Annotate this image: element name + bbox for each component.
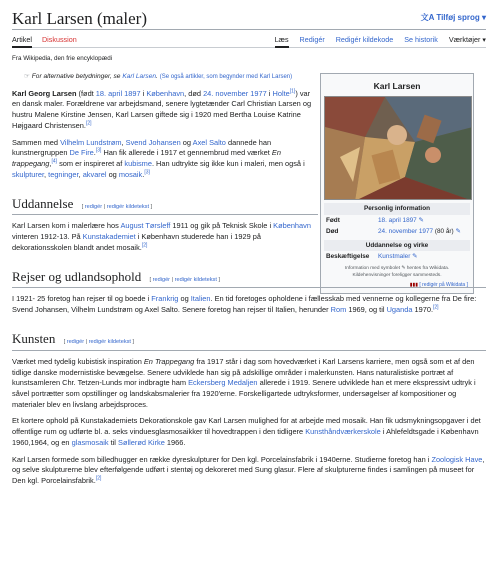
link-tegninger[interactable]: tegninger: [48, 169, 79, 179]
bracket: ]: [130, 338, 135, 345]
text: Et kortere ophold på Kunstakademiets Dekorationskole gav Karl Larsen mulighed for at arbejde med mosaik. Han fik udsmykningsopgaver i det offentlige rum og udførte bl. a. seks vinduesglasmosaikker til hovedtrappen i den tidligere: [12, 416, 481, 437]
subject-name: Karl Georg Larsen: [12, 88, 77, 98]
text: og: [106, 169, 119, 179]
reference-link[interactable]: [1]: [289, 88, 296, 95]
paragraph: [12, 357, 486, 411]
edit-on-wikidata-label: [ redigér på Wikidata ]: [419, 282, 468, 289]
text: 1966.: [164, 437, 186, 447]
link-frankrig[interactable]: Frankrig: [151, 294, 179, 304]
translate-icon: 文A: [420, 13, 435, 22]
text: 1911 og gik på Teknisk Skole i: [170, 221, 274, 231]
chevron-down-icon: ▾: [481, 13, 486, 22]
link-mosaik[interactable]: mosaik: [118, 169, 143, 179]
text: (født: [76, 88, 96, 98]
died-date-link[interactable]: 24. november 1977: [378, 227, 434, 235]
link-sollerod-kirke[interactable]: Søllerød Kirke: [118, 437, 165, 447]
tab-read[interactable]: Læs: [275, 35, 289, 48]
heading-text: Rejser og udlandsophold: [12, 268, 142, 284]
text: i København studerede han i 1929 på dekorationsskolen blandt andet mosaik.: [12, 232, 261, 252]
link-uganda[interactable]: Uganda: [386, 305, 413, 315]
text: Værket med tydelig kubistisk inspiration: [12, 356, 144, 366]
text: og: [178, 294, 191, 304]
bracket: ]: [216, 276, 221, 283]
paragraph: Sammen med Vilhelm Lundstrøm, Svend Johansen og Axel Salto dannede han kunstnergruppen De Fire.[3] Han fik allerede i 1917 et gennembrud med værket En trappegang,[4] som er inspireret af kubisme. Han udtrykte sig ikke kun i maleri, men også i skulpturer, tegninger, akvarel og mosaik.[3]: [12, 137, 305, 179]
tab-edit-source[interactable]: Redigér kildekode: [335, 35, 394, 44]
edit-source-section-link[interactable]: redigér kildetekst: [174, 276, 217, 283]
text: dannede han kunstnergruppen: [12, 137, 272, 158]
died-label: Død: [326, 227, 339, 235]
section-heading-kunsten: [12, 330, 486, 351]
edit-section-link[interactable]: redigér: [152, 276, 171, 283]
bracket: [: [63, 338, 67, 345]
text: . En tid foretoges opholdene i fællesskab med vennerne og kollegerne fra De fire: Svend Johansen, Vilhelm Lundstrøm og Axel Salto. Senere foretog han rejser til Italien, herunder: [12, 294, 477, 315]
text: , og selve skulpturerne blev efterfølgende udført i stentøj og dekoreret med Sung glasur. Flere af skulpturerne findes i samlingen på museet for Den kgl. Porcelainsfabrik.: [12, 454, 485, 486]
died-place-link[interactable]: Holte: [272, 88, 290, 98]
heading-text: Uddannelse: [12, 195, 74, 211]
paragraph: [12, 294, 486, 315]
text: ,: [78, 169, 83, 179]
section-heading-uddannelse: [12, 195, 318, 216]
tools-label: Værktøjer: [448, 35, 481, 44]
artwork-title: En Trappegang: [143, 356, 195, 366]
heading-text: Kunsten: [12, 330, 56, 346]
link-vilhelm-lundstrom[interactable]: Vilhelm Lundstrøm: [60, 137, 122, 147]
disambiguation-icon: ☞: [24, 73, 30, 81]
link-de-fire[interactable]: De Fire: [69, 148, 94, 158]
text: .: [142, 169, 145, 179]
link-glasmosaik[interactable]: glasmosaik: [71, 437, 109, 447]
separator: |: [170, 276, 175, 283]
link-kunstakademiet[interactable]: Kunstakademiet: [82, 232, 136, 242]
text: . Han udtrykte sig ikke kun i maleri, men også i: [151, 159, 305, 169]
occupation-link[interactable]: Kunstmaler: [378, 253, 411, 261]
text: som er inspireret af: [57, 159, 125, 169]
edit-source-section-link[interactable]: redigér kildetekst: [106, 203, 150, 210]
hatnote: [24, 72, 330, 83]
edit-source-section-link[interactable]: redigér kildetekst: [88, 338, 131, 345]
born-place-link[interactable]: København: [146, 88, 185, 98]
text: og: [180, 137, 193, 147]
title-bar: [12, 0, 486, 30]
tab-discussion[interactable]: Diskussion: [41, 35, 77, 44]
text: I 1921- 25 foretog han rejser til og boede i: [12, 294, 152, 304]
link-rom[interactable]: Rom: [330, 305, 347, 315]
text: ,: [44, 169, 49, 179]
wikidata-logo-icon: ▮▮▮: [409, 282, 418, 289]
infobox-section-personal: Personlig information: [324, 203, 470, 214]
text: allerede i 1919. Senere udviklede han et mere ekspressivt udtryk i såvel portrætter som opstillinger og landskabsmalerier fra 1920'erne. Forskelligartede udtryksformer, undersøgelser af kompositioner og materialer blev en livslang arbejdsproces.: [12, 378, 476, 409]
reference-link[interactable]: [3]: [144, 169, 150, 176]
wikidata-edit-icon[interactable]: ✎: [412, 253, 418, 261]
tools-menu[interactable]: [449, 35, 486, 44]
text: til: [108, 437, 119, 447]
link-akvarel[interactable]: akvarel: [82, 169, 107, 179]
born-date-link[interactable]: 18. april 1897: [95, 88, 141, 98]
text: 1969, og til: [346, 305, 387, 315]
reference-link[interactable]: [3]: [95, 147, 102, 154]
reference-link[interactable]: [2]: [85, 120, 92, 127]
paragraph: [12, 455, 486, 487]
artwork-title: En trappegang: [12, 148, 281, 169]
text: Karl Larsen formede som billedhugger en række dyreskulpturer for Den kgl. Porcelainsfabrik i 1940erne. Studierne foretog han i: [12, 454, 432, 464]
link-eckersberg-medaljen[interactable]: Eckersberg Medaljen: [188, 378, 258, 388]
tab-article[interactable]: Artikel: [12, 35, 32, 48]
article-content: [12, 89, 486, 487]
born-label: Født: [326, 216, 340, 224]
text: Han fik allerede i 1917 et gennembrud med værket: [101, 148, 272, 158]
paragraph: [12, 416, 486, 448]
separator: |: [102, 203, 107, 210]
link-axel-salto[interactable]: Axel Salto: [192, 137, 226, 147]
text: i: [266, 88, 273, 98]
occupation-label: Beskæftigelse: [326, 253, 370, 261]
section-edit-links: [150, 277, 221, 283]
section-heading-rejser: [12, 268, 486, 289]
site-subtitle: Fra Wikipedia, den frie encyklopædi: [12, 55, 113, 62]
text: fra 1917 står i dag som hovedværket i Karl Larsens karriere, men også som et af den tidlige danske modernistiske bevægelse. Senere udviklede han sig på adskillige områder i malerkunsten. Hans naturalistiske portræt af kunstsamleren Chr. Tetzen-Lunds mor indbragte ham: [12, 356, 475, 388]
born-date-link[interactable]: 18. april 1897: [378, 216, 417, 224]
page-title: Karl Larsen (maler): [12, 9, 147, 28]
tab-edit[interactable]: Redigér: [299, 35, 325, 44]
text: , død: [184, 88, 204, 98]
bracket: [: [149, 276, 153, 283]
infobox-title: Karl Larsen: [373, 81, 421, 91]
paragraph: [12, 221, 318, 253]
page-tabs: [12, 30, 486, 48]
wikidata-edit-icon[interactable]: ✎: [418, 216, 424, 224]
text: i Ahlefeldtsgade i København 1960,1964, og en: [12, 427, 479, 447]
tab-history[interactable]: Se historik: [404, 35, 438, 44]
hatnote-text: .: [156, 73, 158, 81]
lead-paragraph: [12, 89, 318, 132]
edit-section-link[interactable]: redigér: [66, 338, 85, 345]
reference-link[interactable]: [2]: [141, 242, 148, 249]
infobox-section-work: Uddannelse og virke: [324, 240, 470, 251]
text: Karl Larsen kom i malerlære hos: [12, 221, 121, 231]
link-kunsthandvaerkerskole[interactable]: Kunsthåndværkerskole: [305, 427, 381, 437]
link-italien[interactable]: Italien: [190, 294, 211, 304]
hatnote-small-link[interactable]: (Se også artikler, som begynder med Karl Larsen): [159, 74, 293, 81]
infobox-note-line: Information med symbolet ✎ hentes fra Wikidata.: [344, 265, 450, 271]
wikidata-edit-icon[interactable]: ✎: [455, 227, 461, 235]
reference-link[interactable]: [2]: [95, 475, 102, 482]
text: Sammen med: [12, 137, 61, 147]
infobox-note-line: Kildehenvisninger foreligger sammesteds.: [352, 272, 442, 278]
died-age: (80 år): [433, 227, 454, 235]
text: vinteren 1912-13. På: [12, 232, 83, 242]
link-svend-johansen[interactable]: Svend Johansen: [125, 137, 181, 147]
reference-link[interactable]: [2]: [433, 304, 439, 311]
separator: |: [84, 338, 89, 345]
text: ,: [121, 137, 126, 147]
add-language-button[interactable]: [421, 12, 486, 24]
link-kubisme[interactable]: kubisme: [124, 159, 152, 169]
add-language-label: Tilføj sprog: [436, 13, 480, 22]
text: ) var en dansk maler. Forældrene var arbejdsmand, senere lygtetænder Carl Christian Larsen og hustru Malene Kirstine Jensen, Karl Larsen giftede sig i 1920 med Bertha Louise Katrine Højgaard Christensen.: [12, 88, 312, 130]
text: 1970.: [412, 305, 434, 315]
section-edit-links: [64, 339, 135, 345]
link-august-torsleff[interactable]: August Tørsleff: [120, 221, 171, 231]
text: ,: [49, 159, 52, 169]
chevron-down-icon: ▾: [482, 35, 486, 44]
bracket: [: [81, 203, 85, 210]
link-kobenhavn[interactable]: København: [273, 221, 311, 231]
hatnote-text: For alternative betydninger, se: [31, 73, 123, 81]
reference-link[interactable]: [4]: [51, 158, 58, 165]
text: i: [140, 88, 147, 98]
hatnote-link[interactable]: Karl Larsen: [122, 73, 157, 81]
link-skulpturer[interactable]: skulpturer: [12, 169, 45, 179]
link-zoologisk-have[interactable]: Zoologisk Have: [431, 454, 483, 464]
bracket: ]: [149, 203, 153, 210]
died-date-link[interactable]: 24. november 1977: [203, 88, 267, 98]
edit-section-link[interactable]: redigér: [84, 203, 103, 210]
section-edit-links: [82, 204, 153, 210]
